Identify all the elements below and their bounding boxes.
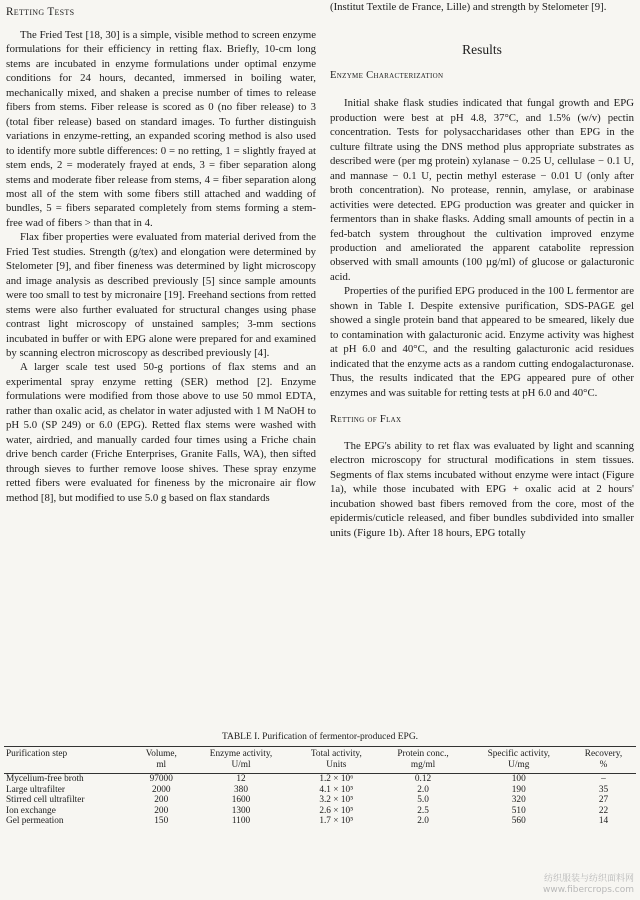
section-heading-retting-tests: Retting Tests xyxy=(6,6,75,18)
table-cell: 320 xyxy=(511,795,526,806)
site-watermark xyxy=(543,874,634,896)
table-cell: 560 xyxy=(511,816,526,827)
table-cell: 3.2 × 10⁵ xyxy=(319,795,354,806)
table-cell: 2.0 xyxy=(417,784,429,795)
paragraph-fiber-properties: Flax fiber properties were evaluated from material derived from the Fried Test studies. Strength (g/tex) and elongation were determined by Stelometer [9], and fiber fineness was determined by light microscopy and image analysis as described previously [5] since sample amounts were too small to test by micronaire [19]. Freehand sections from retted stems were also further evaluated for structural changes using phase contrast light microscopy of unstained samples; 3-mm sections incubated in buffer or with EPG alone were prepared for and examined by scanning electron microscopy as described previously [4]. xyxy=(6,231,316,359)
header-enzyme-activity: Enzyme activity, U/ml xyxy=(209,749,273,770)
table-cell: 14 xyxy=(598,816,609,827)
results-heading: Results xyxy=(462,42,502,58)
subheading-enzyme-characterization: Enzyme Characterization xyxy=(330,70,444,82)
table-cell: 510 xyxy=(511,805,526,816)
table-cell: Large ultrafilter xyxy=(6,784,65,795)
subheading-retting-of-flax: Retting of Flax xyxy=(330,413,402,425)
table-cell: 1100 xyxy=(231,816,251,827)
table-cell: 0.12 xyxy=(414,774,432,784)
table-row xyxy=(4,795,636,806)
table-cell: Gel permeation xyxy=(6,816,64,827)
table-row xyxy=(4,774,636,785)
table-cell: 35 xyxy=(598,784,609,795)
table-row xyxy=(4,816,636,827)
paragraph-epg-ability: The EPG's ability to ret flax was evaluated by light and scanning electron microscopy for structural modifications in stem tissues. Segments of flax stems incubated without enzyme were intact (Figure 1a), while those incubated with EPG + oxalic acid at 2 hours' incubation showed bast fibers removed from the core, most of the epidermis/cuticle released, and fiber bundles subdivided into smaller units (Figure 1b). After 18 hours, EPG totally xyxy=(330,439,634,539)
table-cell: Ion exchange xyxy=(6,805,56,816)
paragraph-larger-scale-test: A larger scale test used 50-g portions of flax stems and an experimental spray enzyme retting (SER) method [2]. Enzyme formulations were modified from those above to use 50 mmol EDTA, rather than oxalic acid, as chelator in water adjusted with 1 M NaOH to pH 5.0 (SP 249) or 6.0 (EPG). Retted flax stems were washed with water, airdried, and manually carded four times using a Friche chain drive bench carder (Friche Enterprises, Granite Falls, WA), then sifted through sieves to further remove loose shives. These spray enzyme retted fibers were evaluated for fineness by the micronaire air flow method [8], but modified to use 5.0 g based on flax standards xyxy=(6,361,316,504)
purification-table xyxy=(4,746,636,827)
paragraph-continuation: (Institut Textile de France, Lille) and strength by Stelometer [9]. xyxy=(330,1,607,13)
table-section xyxy=(0,732,640,827)
header-total-activity: Total activity, Units xyxy=(310,749,362,770)
table-cell: 1300 xyxy=(231,805,251,816)
table-cell: Mycelium-free broth xyxy=(6,774,84,784)
table-cell: 100 xyxy=(511,774,526,784)
table-cell: 1.7 × 10⁵ xyxy=(319,816,354,827)
table-cell: 1.2 × 10⁶ xyxy=(319,774,354,784)
header-purification-step: Purification step xyxy=(6,749,68,759)
table-cell: Stirred cell ultrafilter xyxy=(6,795,85,806)
table-cell: 190 xyxy=(511,784,526,795)
header-specific-activity: Specific activity, U/mg xyxy=(487,749,550,770)
table-cell: 4.1 × 10⁵ xyxy=(319,784,354,795)
left-column xyxy=(6,0,316,505)
header-volume: Volume, ml xyxy=(145,749,177,770)
table-cell: 2.0 xyxy=(417,816,429,827)
table-cell: 2000 xyxy=(151,784,171,795)
table-cell: 2.6 × 10⁵ xyxy=(319,805,354,816)
table-header-row xyxy=(4,747,636,774)
table-row xyxy=(4,806,636,817)
table-cell: 22 xyxy=(598,805,609,816)
table-cell: 97000 xyxy=(149,774,173,784)
watermark-line-cn: 纺织服装与纺织面料网 xyxy=(543,874,634,884)
table-cell: 5.0 xyxy=(417,795,429,806)
header-recovery: Recovery, % xyxy=(584,749,623,770)
right-column xyxy=(330,0,634,540)
table-caption: TABLE I. Purification of fermentor-produced EPG. xyxy=(221,732,419,742)
header-protein-conc: Protein conc., mg/ml xyxy=(397,749,449,770)
paragraph-fried-test: The Fried Test [18, 30] is a simple, visible method to screen enzyme formulations for their efficiency in retting flax. Briefly, 10-cm long stems are incubated in enzyme formulations under optimal enzyme conditions for 24 hours, decanted, immersed in boiling water, mechanically mixed, and shaken a precise number of times to release fibers from stems. Fiber release is scored as 0 (no fiber release) to 3 (total fiber release) based on standard images. To further distinguish variations in enzyme-retting, an expanded scoring method is also used to identify more subtle differences: 0 = no retting, 1 = slightly frayed at stem ends, 2 = moderately frayed at ends, 3 = fiber separation along stems and moderate fiber release from stems, 4 = fiber separation along most all of the stem with some fibers still attached and wadding of bundles, 5 = fibers separated completely from stems forming a stem-free wad of fibers > than that in 4. xyxy=(6,29,316,229)
table-cell: 150 xyxy=(154,816,169,827)
table-row xyxy=(4,785,636,796)
table-cell: 200 xyxy=(154,795,169,806)
paragraph-shake-flask: Initial shake flask studies indicated that fungal growth and EPG production were best at pH 4.8, 37°C, and 1.5% (w/v) pectin concentration. Tests for polysaccharidases other than EPG in the culture filtrate using the DNS method plus appropriate substrates as described were (per mg protein) xylanase − 0.25 U, cellulase − 0.1 U, and mannase − 0.1 U, pectin methyl esterase − 0.01 U (only after broth concentration). No protease, rennin, amylase, or arabinase activities were detected. EPG production was greater and quicker in fermentors than in shake flasks. Adding small amounts of pectin in a fed-batch system throughout the cultivation improved enzyme production and ameliorated the apparent catabolite repression observed with small amounts (100 µg/ml) of glucose or galacturonic acid. xyxy=(330,97,634,283)
paragraph-purified-epg: Properties of the purified EPG produced in the 100 L fermentor are shown in Table I. Despite extensive purification, SDS-PAGE gel showed a single protein band that appeared to be smeared, likely due to contamination with galacturonic acid. Enzyme activity was highest at pH 6.0 and 40°C, and the resulting galacturonic acid residues indicated that the enzyme acts as a random cutting endogalacturonase. Thus, the results indicated that the EPG appeared pure of other enzymes and was suitable for retting tests at pH 6.0 and 40°C. xyxy=(330,285,634,399)
table-cell: 380 xyxy=(234,784,248,795)
table-cell: – xyxy=(601,774,606,784)
table-cell: 2.5 xyxy=(417,805,429,816)
table-cell: 27 xyxy=(598,795,609,806)
table-cell: 1600 xyxy=(231,795,251,806)
table-cell: 12 xyxy=(236,774,246,784)
watermark-line-url: www.fibercrops.com xyxy=(543,885,634,895)
table-cell: 200 xyxy=(154,805,169,816)
